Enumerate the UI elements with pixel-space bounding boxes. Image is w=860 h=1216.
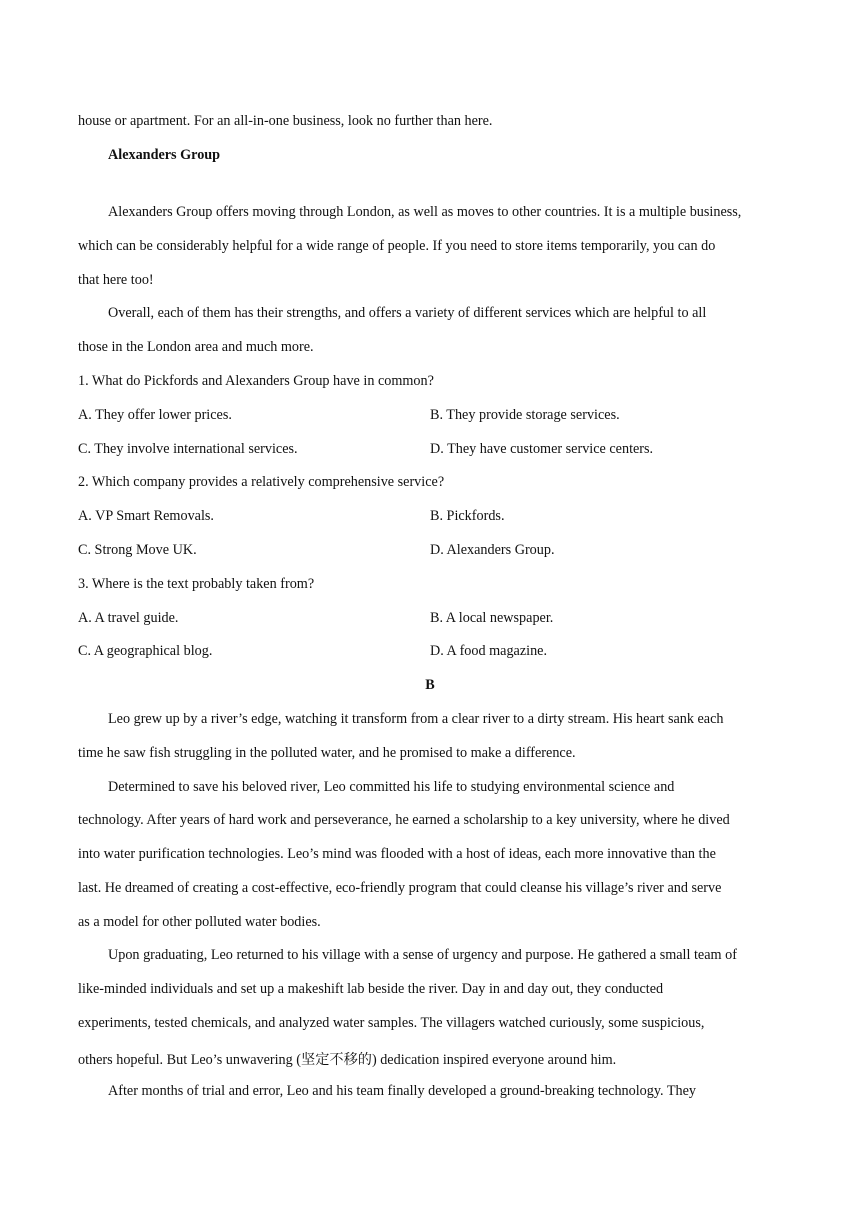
answer-option-a: A. They offer lower prices. [78,407,232,423]
passage-text-line: Determined to save his beloved river, Leo committed his life to studying environmental science and [108,779,675,795]
answer-option-a: A. VP Smart Removals. [78,508,214,524]
section-heading: Alexanders Group [108,147,221,163]
passage-text-line: Upon graduating, Leo returned to his village with a sense of urgency and purpose. He gathered a small team of [108,947,737,963]
passage-text-line: last. He dreamed of creating a cost-effective, eco-friendly program that could cleanse his village’s river and serve [78,880,722,896]
passage-text-line: technology. After years of hard work and perseverance, he earned a scholarship to a key university, where he dived [78,812,730,828]
answer-option-b: B. A local newspaper. [430,610,554,626]
answer-option-d: D. A food magazine. [430,643,548,659]
answer-option-b: B. They provide storage services. [430,407,620,423]
passage-text-line: as a model for other polluted water bodies. [78,914,321,930]
passage-text-line: that here too! [78,272,154,288]
answer-option-d: D. Alexanders Group. [430,542,555,558]
question-stem: 1. What do Pickfords and Alexanders Group have in common? [78,373,434,389]
passage-text-line: house or apartment. For an all-in-one business, look no further than here. [78,113,493,129]
answer-option-c: C. They involve international services. [78,441,298,457]
answer-option-a: A. A travel guide. [78,610,179,626]
passage-text-line: like-minded individuals and set up a makeshift lab beside the river. Day in and day out, they conducted [78,981,664,997]
passage-text-line: Overall, each of them has their strengths, and offers a variety of different services which are helpful to all [108,305,707,321]
passage-text-line: experiments, tested chemicals, and analyzed water samples. The villagers watched curiously, some suspicious, [78,1015,705,1031]
answer-option-d: D. They have customer service centers. [430,441,654,457]
passage-text-line: which can be considerably helpful for a wide range of people. If you need to store items temporarily, you can do [78,238,716,254]
question-stem: 2. Which company provides a relatively comprehensive service? [78,474,445,490]
passage-text-line: into water purification technologies. Leo’s mind was flooded with a host of ideas, each more innovative than the [78,846,716,862]
passage-text-line: Leo grew up by a river’s edge, watching it transform from a clear river to a dirty stream. His heart sank each [108,711,724,727]
passage-text-line: After months of trial and error, Leo and his team finally developed a ground-breaking technology. They [108,1083,697,1099]
passage-text-line: time he saw fish struggling in the polluted water, and he promised to make a difference. [78,745,576,761]
question-stem: 3. Where is the text probably taken from? [78,576,315,592]
answer-option-c: C. A geographical blog. [78,643,213,659]
section-label: B [425,677,435,693]
answer-option-b: B. Pickfords. [430,508,505,524]
passage-text-line: those in the London area and much more. [78,339,314,355]
passage-text-line: Alexanders Group offers moving through London, as well as moves to other countries. It is a multiple business, [108,204,742,220]
answer-option-c: C. Strong Move UK. [78,542,197,558]
passage-text-line: others hopeful. But Leo’s unwavering (坚定不移的) dedication inspired everyone around him. [78,1052,617,1068]
